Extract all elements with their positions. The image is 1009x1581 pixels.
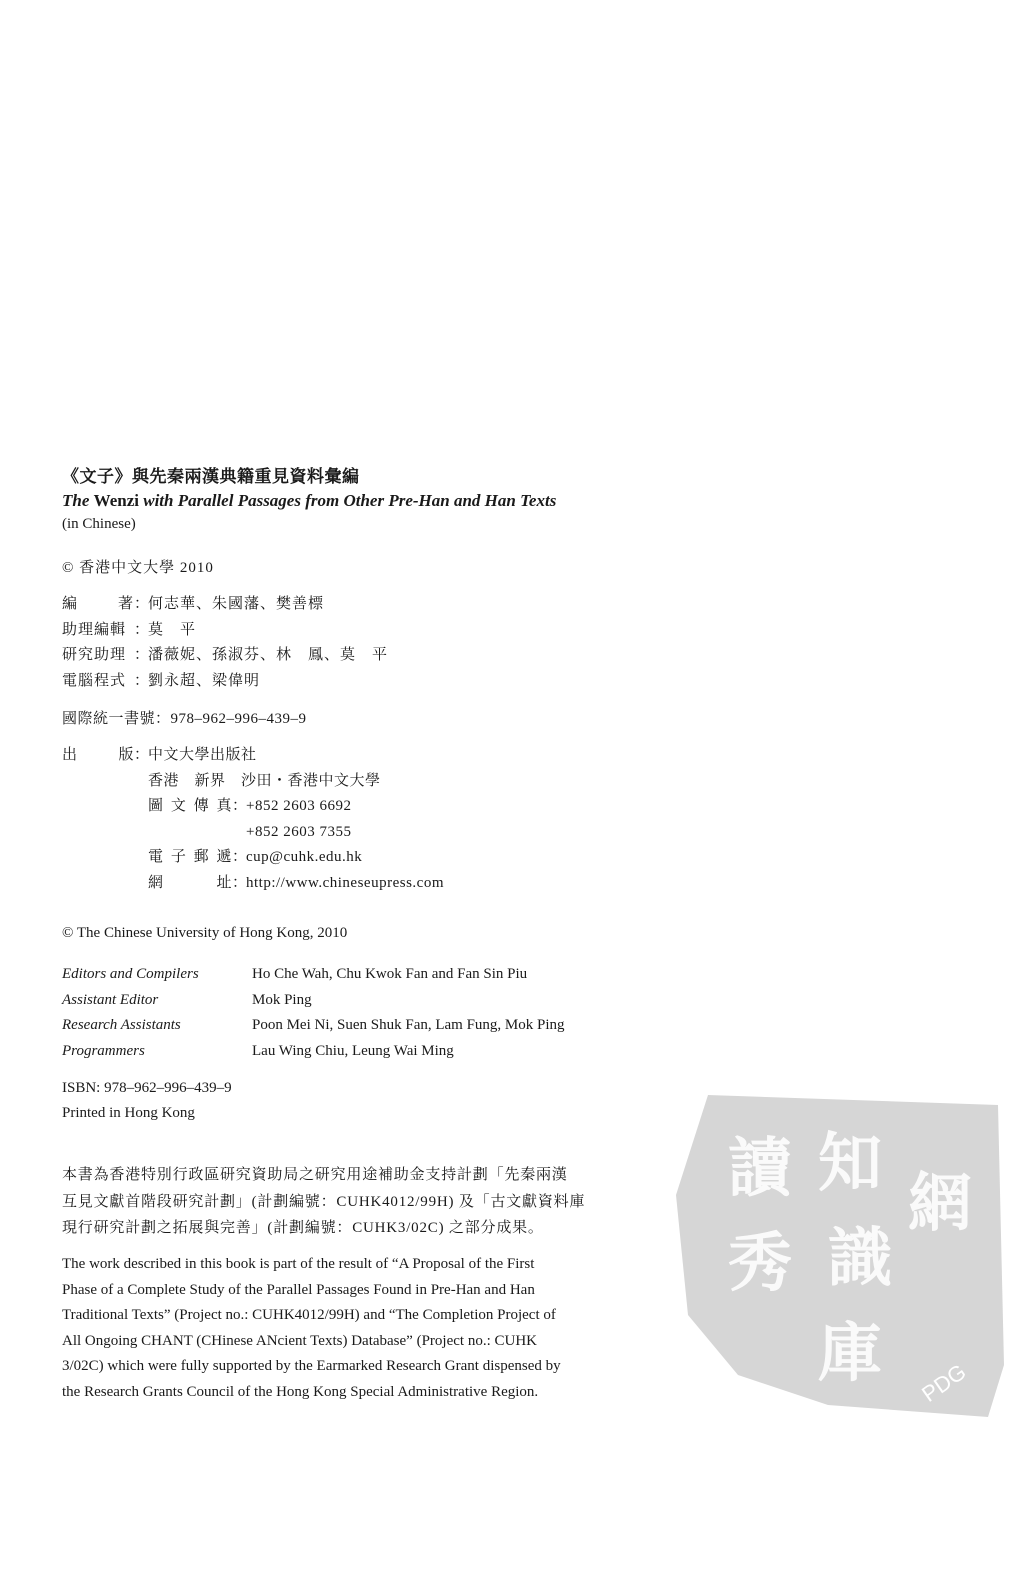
email-label: 電子郵遞 xyxy=(148,849,232,865)
credit-role: Research Assistants xyxy=(62,1017,181,1033)
credit-label: 編著 xyxy=(62,596,134,612)
credit-row-en xyxy=(62,962,565,988)
fax-number-2: +852 2603 7355 xyxy=(246,823,352,840)
publisher-name-row: 出版：中文大學出版社 xyxy=(62,743,444,769)
credit-names: Mok Ping xyxy=(252,991,312,1008)
paragraph-line: Phase of a Complete Study of the Parallel Passages Found in Pre-Han and Han xyxy=(62,1281,535,1298)
title-en-wenzi: Wenzi xyxy=(93,491,139,510)
credit-role: Assistant Editor xyxy=(62,991,159,1008)
isbn-block-english xyxy=(62,1076,232,1126)
publisher-email-row: 電子郵遞：cup@cuhk.edu.hk xyxy=(62,845,444,871)
paragraph-line: All Ongoing CHANT (CHinese ANcient Texts) Database” (Project no.: CUHK xyxy=(62,1332,537,1349)
svg-text:識: 識 xyxy=(828,1222,892,1296)
paragraph-line: 互見文獻首階段研究計劃」(計劃編號：CUHK4012/99H) 及「古文獻資料庫 xyxy=(62,1193,586,1210)
credit-role: Editors and Compilers xyxy=(62,966,199,982)
credit-value: 劉永超、梁偉明 xyxy=(148,672,261,689)
watermark-seal-icon xyxy=(668,1075,1008,1425)
publisher-address: 香港 新界 沙田・香港中文大學 xyxy=(148,772,381,789)
svg-text:庫: 庫 xyxy=(818,1317,882,1391)
credit-names: Poon Mei Ni, Suen Shuk Fan, Lam Fung, Mok Ping xyxy=(252,1017,565,1033)
book-title-chinese: 《文子》與先秦兩漢典籍重見資料彙編 xyxy=(62,467,360,486)
isbn-chinese: 國際統一書號：978–962–996–439–9 xyxy=(62,711,307,727)
publisher-info xyxy=(62,743,444,896)
credit-row-programmers: 電腦程式 ：劉永超、梁偉明 xyxy=(62,669,388,695)
copyright-english: © The Chinese University of Hong Kong, 2010 xyxy=(62,925,348,941)
copyright-chinese: © 香港中文大學 2010 xyxy=(62,560,214,576)
credits-english xyxy=(62,962,565,1064)
publisher-address-row xyxy=(62,769,444,795)
credit-row-en xyxy=(62,1039,565,1065)
publisher-fax-row-2 xyxy=(62,820,444,846)
credit-value: 莫 平 xyxy=(148,621,197,638)
credit-names: Ho Che Wah, Chu Kwok Fan and Fan Sin Piu xyxy=(252,966,528,982)
credit-row-en xyxy=(62,988,565,1014)
credits-chinese xyxy=(62,592,388,694)
publisher-label: 出版 xyxy=(62,747,134,763)
title-en-prefix: The xyxy=(62,491,94,510)
credit-value: 何志華、朱國藩、樊善標 xyxy=(148,596,325,612)
svg-text:網: 網 xyxy=(908,1167,972,1241)
isbn-english: ISBN: 978–962–996–439–9 xyxy=(62,1080,232,1096)
credit-label: 研究助理 xyxy=(62,647,127,663)
funding-note-english xyxy=(62,1252,682,1405)
publisher-name: 中文大學出版社 xyxy=(148,747,257,763)
paragraph-line: 3/02C) which were fully supported by the Earmarked Research Grant dispensed by xyxy=(62,1358,561,1374)
web-address: http://www.chineseupress.com xyxy=(246,874,444,891)
credit-names: Lau Wing Chiu, Leung Wai Ming xyxy=(252,1042,454,1059)
paragraph-line: 本書為香港特別行政區研究資助局之研究用途補助金支持計劃「先秦兩漢 xyxy=(62,1167,568,1183)
language-note: (in Chinese) xyxy=(62,516,136,532)
paragraph-line: The work described in this book is part of the result of “A Proposal of the First xyxy=(62,1256,535,1272)
paragraph-line: Traditional Texts” (Project no.: CUHK4012/99H) and “The Completion Project of xyxy=(62,1307,556,1323)
svg-text:讀: 讀 xyxy=(728,1132,792,1206)
credit-value: 潘薇妮、孫淑芬、林 鳳、莫 平 xyxy=(148,647,389,663)
publisher-fax-row: 圖文傳真：+852 2603 6692 xyxy=(62,794,444,820)
publisher-web-row: 網址：http://www.chineseupress.com xyxy=(62,871,444,897)
credit-row-en xyxy=(62,1013,565,1039)
fax-number-1: +852 2603 6692 xyxy=(246,798,352,814)
credit-row-assistant-editor: 助理編輯 ：莫 平 xyxy=(62,618,388,644)
credit-row-research-assistants: 研究助理 ：潘薇妮、孫淑芬、林 鳳、莫 平 xyxy=(62,643,388,669)
fax-label: 圖文傳真 xyxy=(148,798,232,814)
credit-row-compilers: 編著：何志華、朱國藩、樊善標 xyxy=(62,592,388,618)
paragraph-line: the Research Grants Council of the Hong Kong Special Administrative Region. xyxy=(62,1383,539,1400)
email-address: cup@cuhk.edu.hk xyxy=(246,849,363,865)
title-en-rest: with Parallel Passages from Other Pre-Han and Han Texts xyxy=(138,491,557,510)
funding-note-chinese xyxy=(62,1162,682,1242)
svg-text:知: 知 xyxy=(818,1127,882,1201)
paragraph-line: 現行研究計劃之拓展與完善」(計劃編號：CUHK3/02C) 之部分成果。 xyxy=(62,1220,544,1236)
svg-text:秀: 秀 xyxy=(728,1227,792,1301)
web-label: 網址 xyxy=(148,874,232,891)
book-title-english xyxy=(62,491,556,511)
credit-role: Programmers xyxy=(62,1042,145,1059)
svg-text:PDG: PDG xyxy=(917,1358,971,1407)
credit-label: 電腦程式 xyxy=(62,672,127,689)
credit-label: 助理編輯 xyxy=(62,621,127,638)
printed-in: Printed in Hong Kong xyxy=(62,1105,195,1121)
